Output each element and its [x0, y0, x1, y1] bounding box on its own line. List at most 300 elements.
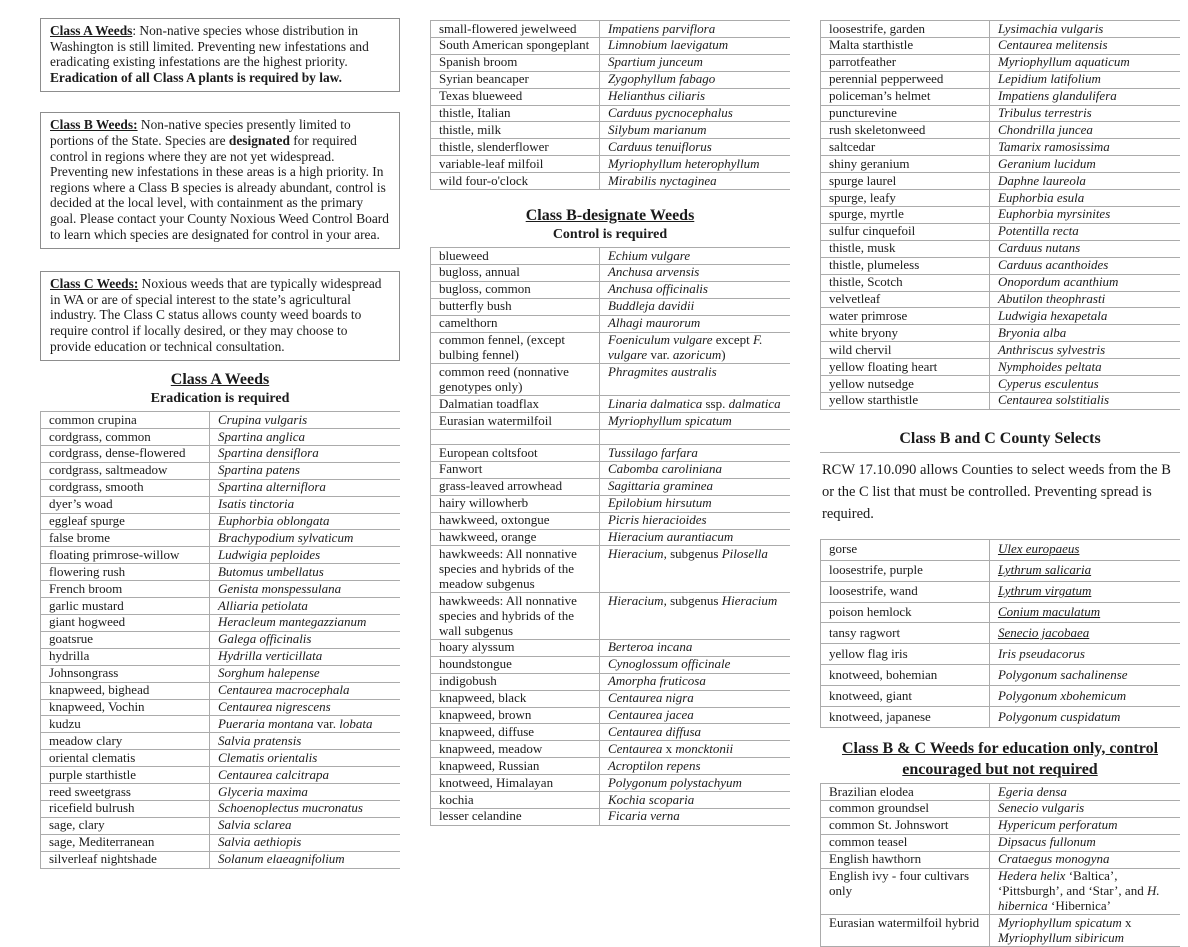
weed-row: [821, 54, 1181, 71]
common-name-cell: Texas blueweed: [439, 88, 523, 104]
common-name-cell: policeman’s helmet: [829, 88, 931, 104]
scientific-name-cell: Myriophyllum spicatum: [599, 413, 790, 430]
common-name-cell: yellow starthistle: [829, 392, 919, 408]
scientific-name-cell: Euphorbia oblongata: [209, 513, 400, 530]
weed-row: [821, 206, 1181, 223]
weed-row: [41, 513, 401, 530]
common-name-cell: bugloss, common: [439, 281, 531, 297]
scientific-name-cell: Polygonum cuspidatum: [989, 707, 1180, 728]
weed-row: [41, 834, 401, 851]
common-name-cell: French broom: [49, 580, 123, 596]
scientific-name-cell: Zygophyllum fabago: [599, 71, 790, 88]
common-name-cell: hairy willowherb: [439, 495, 529, 511]
common-name-cell: camelthorn: [439, 315, 498, 331]
common-name-cell: rush skeletonweed: [829, 121, 926, 137]
common-name-cell: water primrose: [829, 307, 908, 323]
scientific-name-cell: Myriophyllum heterophyllum: [599, 156, 790, 173]
class-a-weeds-table-part2: [430, 20, 790, 190]
common-name-cell: common groundsel: [829, 800, 930, 816]
scientific-name-cell: Centaurea diffusa: [599, 724, 790, 741]
scientific-name-cell: Centaurea nigra: [599, 690, 790, 707]
weed-row: [431, 122, 791, 139]
common-name-cell: gorse: [829, 541, 858, 557]
weed-row: [821, 190, 1181, 207]
scientific-name-cell: Tribulus terrestris: [989, 105, 1180, 122]
scientific-name-cell: Carduus pycnocephalus: [599, 105, 790, 122]
scientific-name-cell: Lysimachia vulgaris: [989, 21, 1180, 38]
weed-row: [41, 648, 401, 665]
column-middle: [430, 18, 790, 918]
scientific-name-cell: Myriophyllum spicatum x Myriophyllum sibiricum: [989, 915, 1180, 947]
scientific-name-cell: Senecio vulgaris: [989, 800, 1180, 817]
scientific-name-cell: Euphorbia esula: [989, 190, 1180, 207]
scientific-name-cell: Euphorbia myrsinites: [989, 206, 1180, 223]
common-name-cell: common teasel: [829, 834, 908, 850]
weed-row: [41, 445, 401, 462]
scientific-name-cell: Alliaria petiolata: [209, 598, 400, 615]
scientific-name-cell: Nymphoides peltata: [989, 359, 1180, 376]
class-b-section-subtitle: Control is required: [552, 227, 668, 243]
common-name-cell: knapweed, black: [439, 690, 527, 706]
scientific-name-cell: Geranium lucidum: [989, 156, 1180, 173]
common-name-cell: Dalmatian toadflax: [439, 395, 539, 411]
scientific-name-cell: Carduus tenuiflorus: [599, 139, 790, 156]
common-name-cell: saltcedar: [829, 138, 876, 154]
scientific-name-cell: Brachypodium sylvaticum: [209, 530, 400, 547]
common-name-cell: loosestrife, wand: [829, 583, 918, 599]
common-name-cell: thistle, Scotch: [829, 274, 903, 290]
common-name-cell: hydrilla: [49, 648, 90, 664]
weed-row: [431, 593, 791, 640]
weed-row: [821, 173, 1181, 190]
scientific-name-cell: Spartina densiflora: [209, 445, 400, 462]
weed-row: [431, 808, 791, 825]
scientific-name-cell: Isatis tinctoria: [209, 496, 400, 513]
education-section-title: Class B & C Weeds for education only, control encouraged but not required: [841, 740, 1159, 778]
weed-row: [41, 547, 401, 564]
weed-row: [821, 308, 1181, 325]
scientific-name-cell: Amorpha fruticosa: [599, 673, 790, 690]
common-name-cell: indigobush: [439, 673, 497, 689]
scientific-name-cell: Ludwigia hexapetala: [989, 308, 1180, 325]
weed-row: [821, 665, 1181, 686]
common-name-cell: loosestrife, garden: [829, 20, 926, 36]
common-name-cell: small-flowered jewelweed: [439, 20, 577, 36]
common-name-cell: loosestrife, purple: [829, 562, 923, 578]
class-b-section-title: Class B-designate Weeds: [525, 207, 695, 225]
scientific-name-cell: Picris hieracioides: [599, 512, 790, 529]
weed-row: [41, 496, 401, 513]
weed-row: [431, 139, 791, 156]
scientific-name-cell: Iris pseudacorus: [989, 644, 1180, 665]
weed-row: [821, 105, 1181, 122]
scientific-name-cell: Cabomba caroliniana: [599, 461, 790, 478]
common-name-cell: common fennel, (except bulbing fennel): [439, 332, 565, 362]
weed-row: [431, 639, 791, 656]
weed-row: [431, 281, 791, 298]
scientific-name-cell: Dipsacus fullonum: [989, 834, 1180, 851]
scientific-name-cell: Galega officinalis: [209, 631, 400, 648]
weed-row: [41, 581, 401, 598]
scientific-name-cell: Mirabilis nyctaginea: [599, 173, 790, 190]
scientific-name-cell: Acroptilon repens: [599, 758, 790, 775]
weed-row: [821, 88, 1181, 105]
weed-row: [821, 707, 1181, 728]
weed-row: [821, 359, 1181, 376]
scientific-name-cell: Spartium junceum: [599, 54, 790, 71]
scientific-name-cell: Echium vulgare: [599, 248, 790, 265]
common-name-cell: common crupina: [49, 411, 137, 427]
common-name-cell: kudzu: [49, 715, 81, 731]
scientific-name-cell: Impatiens parviflora: [599, 21, 790, 38]
weed-row: [821, 21, 1181, 38]
weed-row: [431, 105, 791, 122]
common-name-cell: knotweed, bohemian: [829, 666, 938, 682]
weed-row: [41, 631, 401, 648]
weed-row: [431, 88, 791, 105]
common-name-cell: sulfur cinquefoil: [829, 223, 916, 239]
common-name-cell: sage, clary: [49, 817, 105, 833]
weed-row: [41, 716, 401, 733]
class-a-info-box: [40, 18, 400, 92]
scientific-name-cell: Crupina vulgaris: [209, 412, 400, 429]
weed-row: [41, 462, 401, 479]
common-name-cell: Johnsongrass: [49, 665, 119, 681]
common-name-cell: knotweed, japanese: [829, 708, 931, 724]
common-name-cell: wild chervil: [829, 341, 892, 357]
scientific-name-cell: Salvia aethiopis: [209, 834, 400, 851]
weed-row: [431, 445, 791, 462]
weed-row: [41, 598, 401, 615]
class-b-designate-table-part2: [820, 20, 1180, 410]
common-name-cell: bugloss, annual: [439, 264, 520, 280]
scientific-name-cell: Ulex europaeus: [989, 539, 1180, 560]
scientific-name-cell: Polygonum xbohemicum: [989, 686, 1180, 707]
common-name-cell: hoary alyssum: [439, 639, 515, 655]
class-a-section-subtitle: Eradication is required: [150, 391, 290, 407]
scientific-name-cell: Ficaria verna: [599, 808, 790, 825]
scientific-name-cell: Spartina anglica: [209, 429, 400, 446]
scientific-name-cell: Hypericum perforatum: [989, 817, 1180, 834]
weed-row: [41, 429, 401, 446]
weed-row: [821, 223, 1181, 240]
weed-row: [821, 291, 1181, 308]
weed-row: [431, 461, 791, 478]
common-name-cell: knapweed, brown: [439, 707, 532, 723]
scientific-name-cell: Kochia scoparia: [599, 792, 790, 809]
scientific-name-cell: Alhagi maurorum: [599, 315, 790, 332]
weed-row: [821, 834, 1181, 851]
weed-row: [431, 478, 791, 495]
class-b-designate-table-part1: [430, 247, 790, 826]
weed-row: [431, 54, 791, 71]
common-name-cell: false brome: [49, 529, 111, 545]
common-name-cell: variable-leaf milfoil: [439, 155, 544, 171]
weed-row: [41, 564, 401, 581]
common-name-cell: Syrian beancaper: [439, 71, 529, 87]
scientific-name-cell: Ludwigia peploides: [209, 547, 400, 564]
scientific-name-cell: Foeniculum vulgare except F. vulgare var. azoricum): [599, 332, 790, 364]
scientific-name-cell: Butomus umbellatus: [209, 564, 400, 581]
scientific-name-cell: Sorghum halepense: [209, 665, 400, 682]
scientific-name-cell: Centaurea nigrescens: [209, 699, 400, 716]
weed-row: [821, 868, 1181, 915]
common-name-cell: grass-leaved arrowhead: [439, 478, 563, 494]
column-left: [40, 18, 400, 918]
common-name-cell: kochia: [439, 791, 474, 807]
weed-row: [821, 817, 1181, 834]
weed-row: [41, 699, 401, 716]
weed-row: [41, 614, 401, 631]
common-name-cell: knotweed, giant: [829, 687, 913, 703]
common-name-cell: lesser celandine: [439, 808, 522, 824]
common-name-cell: butterfly bush: [439, 298, 512, 314]
weed-row: [431, 315, 791, 332]
common-name-cell: English ivy - four cultivars only: [829, 868, 970, 898]
class-b-info-box: [40, 112, 400, 249]
common-name-cell: Malta starthistle: [829, 37, 914, 53]
common-name-cell: common reed (nonnative genotypes only): [439, 363, 569, 394]
scientific-name-cell: Daphne laureola: [989, 173, 1180, 190]
scientific-name-cell: Salvia pratensis: [209, 733, 400, 750]
common-name-cell: tansy ragwort: [829, 624, 901, 640]
weed-row: [431, 775, 791, 792]
scientific-name-cell: Glyceria maxima: [209, 784, 400, 801]
common-name-cell: Eurasian watermilfoil: [439, 412, 552, 428]
weed-row: [431, 413, 791, 430]
common-name-cell: [431, 430, 600, 445]
common-name-cell: oriental clematis: [49, 749, 136, 765]
weed-row: [431, 156, 791, 173]
scientific-name-cell: Chondrilla juncea: [989, 122, 1180, 139]
weed-row: [41, 767, 401, 784]
scientific-name-cell: Lepidium latifolium: [989, 71, 1180, 88]
common-name-cell: hawkweeds: All nonnative species and hybrids of the wall subgenus: [439, 592, 577, 638]
scientific-name-cell: Centaurea calcitrapa: [209, 767, 400, 784]
common-name-cell: cordgrass, saltmeadow: [49, 462, 168, 478]
scientific-name-cell: Phragmites australis: [599, 364, 790, 396]
weed-row: [821, 392, 1181, 409]
county-selects-table: [820, 539, 1180, 728]
scientific-name-cell: Anchusa arvensis: [599, 264, 790, 281]
weed-row: [431, 656, 791, 673]
scientific-name-cell: Hieracium, subgenus Pilosella: [599, 546, 790, 593]
scientific-name-cell: Lythrum salicaria: [989, 560, 1180, 581]
weed-row: [821, 915, 1181, 947]
class-a-description: Class A Weeds: Non-native species whose distribution in Washington is still limited. Preventing new infestations and eradicating existing infestations are the highest priority. Eradication of all Class A plants is required by law.: [50, 23, 369, 85]
scientific-name-cell: Tamarix ramosissima: [989, 139, 1180, 156]
common-name-cell: Spanish broom: [439, 54, 518, 70]
scientific-name-cell: Senecio jacobaea: [989, 623, 1180, 644]
common-name-cell: spurge laurel: [829, 172, 897, 188]
weed-row: [41, 479, 401, 496]
common-name-cell: Fanwort: [439, 461, 483, 477]
scientific-name-cell: Abutilon theophrasti: [989, 291, 1180, 308]
weed-row: [821, 257, 1181, 274]
scientific-name-cell: Solanum elaeagnifolium: [209, 851, 400, 868]
scientific-name-cell: Tussilago farfara: [599, 445, 790, 462]
weed-row: [431, 707, 791, 724]
class-a-section-header: [40, 370, 400, 409]
scientific-name-cell: Hydrilla verticillata: [209, 648, 400, 665]
common-name-cell: European coltsfoot: [439, 444, 538, 460]
weed-row: [821, 560, 1181, 581]
common-name-cell: garlic mustard: [49, 597, 124, 613]
weed-row: [41, 412, 401, 429]
weed-row: [821, 851, 1181, 868]
common-name-cell: cordgrass, smooth: [49, 479, 144, 495]
scientific-name-cell: [599, 430, 790, 445]
scientific-name-cell: Hieracium, subgenus Hieracium: [599, 593, 790, 640]
scientific-name-cell: Clematis orientalis: [209, 750, 400, 767]
class-a-section-title: Class A Weeds: [170, 371, 270, 389]
common-name-cell: purple starthistle: [49, 766, 137, 782]
common-name-cell: thistle, slenderflower: [439, 138, 549, 154]
common-name-cell: thistle, Italian: [439, 105, 511, 121]
common-name-cell: goatsrue: [49, 631, 94, 647]
common-name-cell: knapweed, diffuse: [439, 723, 535, 739]
county-selects-section-title: Class B and C County Selects: [820, 426, 1180, 453]
weed-row: [431, 430, 791, 445]
weed-row: [821, 122, 1181, 139]
common-name-cell: flowering rush: [49, 563, 126, 579]
common-name-cell: houndstongue: [439, 656, 512, 672]
weed-row: [431, 396, 791, 413]
weed-row: [821, 274, 1181, 291]
scientific-name-cell: Lythrum virgatum: [989, 581, 1180, 602]
scientific-name-cell: Genista monspessulana: [209, 581, 400, 598]
weed-row: [41, 665, 401, 682]
weed-row: [41, 817, 401, 834]
scientific-name-cell: Centaurea solstitialis: [989, 392, 1180, 409]
common-name-cell: English hawthorn: [829, 851, 922, 867]
weed-row: [431, 298, 791, 315]
common-name-cell: blueweed: [439, 247, 489, 263]
common-name-cell: cordgrass, common: [49, 428, 151, 444]
common-name-cell: silverleaf nightshade: [49, 851, 157, 867]
common-name-cell: knotweed, Himalayan: [439, 774, 554, 790]
weed-row: [821, 37, 1181, 54]
weed-row: [821, 644, 1181, 665]
weed-row: [821, 376, 1181, 393]
weed-row: [41, 530, 401, 547]
common-name-cell: giant hogweed: [49, 614, 126, 630]
weed-row: [41, 682, 401, 699]
weed-row: [431, 758, 791, 775]
weed-row: [41, 750, 401, 767]
class-a-weeds-table-part1: [40, 411, 400, 868]
column-right: [820, 18, 1180, 945]
county-selects-note: RCW 17.10.090 allows Counties to select weeds from the B or the C list that must be controlled. Preventing spread is required.: [822, 461, 1171, 522]
scientific-name-cell: Salvia sclarea: [209, 817, 400, 834]
scientific-name-cell: Limnobium laevigatum: [599, 37, 790, 54]
weed-row: [821, 342, 1181, 359]
scientific-name-cell: Myriophyllum aquaticum: [989, 54, 1180, 71]
common-name-cell: wild four-o'clock: [439, 172, 529, 188]
weed-row: [431, 529, 791, 546]
weed-row: [431, 546, 791, 593]
weed-row: [821, 539, 1181, 560]
common-name-cell: perennial pepperweed: [829, 71, 944, 87]
common-name-cell: ricefield bulrush: [49, 800, 135, 816]
weed-row: [821, 800, 1181, 817]
weed-row: [431, 332, 791, 364]
scientific-name-cell: Centaurea jacea: [599, 707, 790, 724]
weed-row: [431, 173, 791, 190]
common-name-cell: thistle, musk: [829, 240, 896, 256]
scientific-name-cell: Silybum marianum: [599, 122, 790, 139]
scientific-name-cell: Crataegus monogyna: [989, 851, 1180, 868]
scientific-name-cell: Polygonum sachalinense: [989, 665, 1180, 686]
scientific-name-cell: Linaria dalmatica ssp. dalmatica: [599, 396, 790, 413]
weed-row: [821, 784, 1181, 801]
scientific-name-cell: Carduus acanthoides: [989, 257, 1180, 274]
scientific-name-cell: Spartina patens: [209, 462, 400, 479]
common-name-cell: poison hemlock: [829, 604, 912, 620]
common-name-cell: yellow nutsedge: [829, 375, 914, 391]
scientific-name-cell: Berteroa incana: [599, 639, 790, 656]
scientific-name-cell: Hieracium aurantiacum: [599, 529, 790, 546]
common-name-cell: thistle, plumeless: [829, 257, 920, 273]
weed-row: [431, 248, 791, 265]
weed-row: [431, 364, 791, 396]
common-name-cell: hawkweed, oxtongue: [439, 512, 550, 528]
scientific-name-cell: Egeria densa: [989, 784, 1180, 801]
weed-row: [821, 602, 1181, 623]
weed-row: [431, 264, 791, 281]
scientific-name-cell: Centaurea melitensis: [989, 37, 1180, 54]
common-name-cell: common St. Johnswort: [829, 817, 949, 833]
scientific-name-cell: Impatiens glandulifera: [989, 88, 1180, 105]
class-b-description: Class B Weeds: Non-native species presently limited to portions of the State. Species are designated for required control in regions where they are not yet widespread. Preventing new infestations in these areas is a high priority. In regions where a Class B species is already abundant, control is decided at the local level, with containment as the primary goal. Please contact your County Noxious Weed Control Board to learn which species are designated for control in your area.: [50, 117, 389, 242]
common-name-cell: parrotfeather: [829, 54, 897, 70]
common-name-cell: dyer’s woad: [49, 496, 113, 512]
common-name-cell: knapweed, bighead: [49, 682, 150, 698]
scientific-name-cell: Pueraria montana var. lobata: [209, 716, 400, 733]
scientific-name-cell: Carduus nutans: [989, 240, 1180, 257]
scientific-name-cell: Anchusa officinalis: [599, 281, 790, 298]
common-name-cell: meadow clary: [49, 732, 123, 748]
common-name-cell: spurge, leafy: [829, 189, 896, 205]
common-name-cell: yellow flag iris: [829, 645, 908, 661]
common-name-cell: eggleaf spurge: [49, 513, 125, 529]
common-name-cell: knapweed, Vochin: [49, 699, 145, 714]
scientific-name-cell: Spartina alterniflora: [209, 479, 400, 496]
scientific-name-cell: Epilobium hirsutum: [599, 495, 790, 512]
weed-row: [821, 581, 1181, 602]
weed-row: [431, 741, 791, 758]
common-name-cell: spurge, myrtle: [829, 206, 904, 222]
class-c-info-box: [40, 271, 400, 361]
common-name-cell: cordgrass, dense-flowered: [49, 445, 186, 461]
common-name-cell: shiny geranium: [829, 155, 910, 171]
weed-row: [431, 512, 791, 529]
scientific-name-cell: Cyperus esculentus: [989, 376, 1180, 393]
weed-row: [431, 37, 791, 54]
scientific-name-cell: Buddleja davidii: [599, 298, 790, 315]
scientific-name-cell: Anthriscus sylvestris: [989, 342, 1180, 359]
scientific-name-cell: Sagittaria graminea: [599, 478, 790, 495]
common-name-cell: Eurasian watermilfoil hybrid: [829, 914, 980, 930]
scientific-name-cell: Polygonum polystachyum: [599, 775, 790, 792]
scientific-name-cell: Centaurea x moncktonii: [599, 741, 790, 758]
weed-row: [41, 800, 401, 817]
scientific-name-cell: Heracleum mantegazzianum: [209, 614, 400, 631]
common-name-cell: puncturevine: [829, 105, 897, 121]
weed-row: [821, 71, 1181, 88]
scientific-name-cell: Centaurea macrocephala: [209, 682, 400, 699]
scientific-name-cell: Bryonia alba: [989, 325, 1180, 342]
